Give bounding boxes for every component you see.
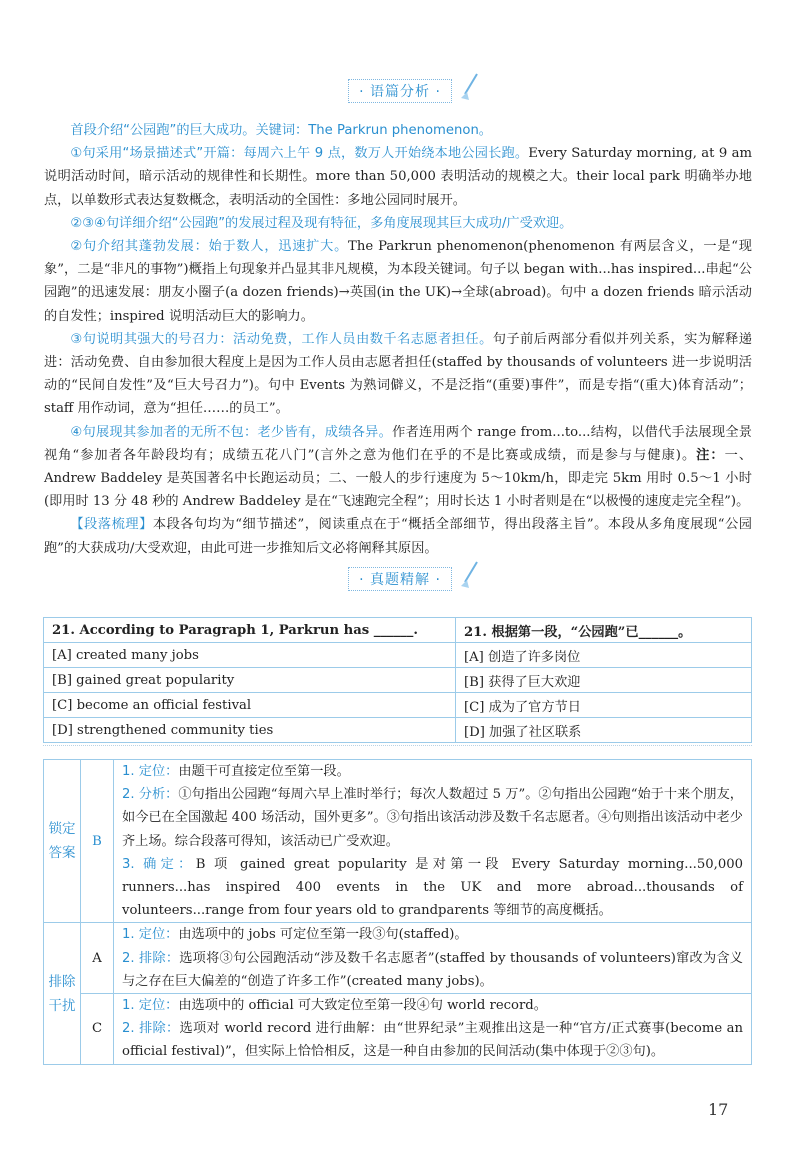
sentence-2-highlight: ②句介绍其蓬勃发展：始于数人，迅速扩大。 [70, 239, 349, 255]
option-row [44, 668, 752, 693]
option-c-en: [C] become an official festival [44, 693, 456, 718]
option-row [44, 643, 752, 668]
sentence-4-highlight: ④句展现其参加者的无所不包：老少皆有，成绩各异。 [70, 424, 393, 440]
sentence-3-text: 句子前后两部分看似并列关系，实为解释递进：活动免费、自由参加很大程度上是因为工作人员由志愿者担任(staffed by thousands of volunteers 进一步说明活动的“民间自发性”及“巨大号召力”)。句中 Events 为熟词僻义，不是泛指“(重要)事件”，而是专指“(重大)体育活动”；staff 用作动词，意为“担任……的员工”。 [44, 331, 752, 417]
step-text: 由选项中的 jobs 可定位至第一段③句(staffed)。 [178, 927, 468, 943]
option-d-en: [D] strengthened community ties [44, 718, 456, 743]
note-text: 一、Andrew Baddeley 是英国著名中长跑运动员；二、一般人的步行速度为 5～10km/h，即走完 5km 用时 0.5～1 小时(即用时 13 分 48 秒的 Andrew Baddeley 是在“飞速跑完全程”；用时长达 1 小时者则是在“以极慢的速度走完全程”)。 [44, 447, 753, 510]
answer-analysis-table [43, 759, 752, 1065]
section-title: · 语篇分析 · [359, 84, 441, 100]
option-a-zh: [A] 创造了许多岗位 [456, 643, 752, 668]
step-label: 1. 定位： [122, 927, 179, 943]
option-row [44, 693, 752, 718]
sentence-234-line: ②③④句详细介绍“公园跑”的发展过程及现有特征，多角度展现其巨大成功/广受欢迎。 [70, 215, 573, 231]
sentence-2-text: The Parkrun phenomenon(phenomenon 有两层含义，一是“现象”，二是“非凡的事物”)概指上句现象并凸显其非凡规模，为本段关键词。句子以 began with...has inspired...串起“公园跑”的迅速发展：朋友小圈子(a dozen friends)→英国(in the UK)→全球(abroad)。句中 a dozen friends 暗示活动的自发性；inspired 说明活动巨大的影响力。 [44, 239, 752, 324]
option-b-zh: [B] 获得了巨大欢迎 [456, 668, 752, 693]
distractor-option-c: C [81, 994, 114, 1065]
step-text: 选项将③句公园跑活动“涉及数千名志愿者”(staffed by thousands of volunteers)窜改为含义与之存在巨大偏差的“创造了许多工作”(created many jobs)。 [122, 950, 743, 989]
note-label: 注： [696, 447, 725, 463]
lock-answer-label: 锁定答案 [44, 760, 81, 923]
section-header-analysis [0, 79, 800, 103]
sentence-2-analysis [44, 235, 752, 328]
dotted-divider [43, 745, 752, 746]
exclude-c-explanation [114, 994, 752, 1065]
page-number: 17 [708, 1100, 729, 1119]
pen-icon [459, 72, 481, 102]
step-label: 1. 定位： [122, 764, 179, 779]
pen-icon [459, 560, 481, 590]
option-d-zh: [D] 加强了社区联系 [456, 718, 752, 743]
section-title: · 真题精解 · [359, 572, 441, 588]
passage-analysis [44, 119, 752, 560]
exclude-a-explanation [114, 923, 752, 994]
step-label: 2. 排除： [122, 950, 180, 966]
sentence-3-highlight: ③句说明其强大的号召力：活动免费，工作人员由数千名志愿者担任。 [70, 331, 493, 347]
distractor-option-a: A [81, 923, 114, 994]
paragraph-summary [44, 513, 752, 559]
exclude-label: 排除干扰 [44, 923, 81, 1064]
step-text: 由选项中的 official 可大致定位至第一段④句 world record。 [178, 998, 547, 1014]
step-label: 2. 分析： [122, 787, 179, 803]
lock-answer-explanation [114, 760, 752, 923]
exclude-c-row [44, 994, 752, 1065]
step-label: 1. 定位： [122, 998, 179, 1014]
question-stem-row [44, 618, 752, 643]
section-header-exam [0, 567, 800, 591]
step-label: 2. 排除： [122, 1021, 180, 1037]
option-b-en: [B] gained great popularity [44, 668, 456, 693]
section-title-box [348, 79, 452, 103]
step-text: 选项对 world record 进行曲解：由“世界纪录”主观推出这是一种“官方/正式赛事(become an official festival)”，但实际上恰恰相反，这是一种自由参加的民间活动(集中体现于②③句)。 [122, 1021, 743, 1060]
sentence-1-text: Every Saturday morning, at 9 am 说明活动时间，暗示活动的规律性和长期性。more than 50,000 表明活动的规模之大。their local park 明确举办地点，以单数形式表达复数概念，表明活动的全国性：多地公园同时展开。 [44, 146, 752, 208]
correct-option: B [81, 760, 114, 923]
step-label: 3. 确定： [122, 856, 196, 872]
sentence-1-highlight: ①句采用“场景描述式”开篇：每周六上午 9 点，数万人开始绕本地公园长跑。 [70, 146, 529, 162]
option-a-en: [A] created many jobs [44, 643, 456, 668]
step-text: 由题干可直接定位至第一段。 [178, 764, 350, 779]
sentence-4-text: 作者连用两个 range from...to...结构，以借代手法展现全景视角“参加者各年龄段均有；成绩五花八门”(言外之意为他们在乎的不是比赛或成绩，而是参与与健康)。 [44, 424, 752, 463]
section-title-box [348, 567, 452, 591]
summary-text: 本段各句均为“细节描述”，阅读重点在于“概括全部细节，得出段落主旨”。本段从多角度展现“公园跑”的大获成功/大受欢迎，由此可进一步推知后文必将阐释其原因。 [44, 517, 752, 556]
lock-answer-row [44, 760, 752, 923]
sentence-3-analysis [44, 328, 752, 421]
option-row [44, 718, 752, 743]
sentence-1-analysis [44, 142, 752, 212]
sentence-4-analysis [44, 421, 752, 514]
step-text: ①句指出公园跑“每周六早上准时举行；每次人数超过 5 万”。②句指出公园跑“始于十来个朋友，如今已在全国激起 400 场活动，国外更多”。③句指出该活动涉及数千名志愿者。④句则指出该活动中老少齐上场。综合段落可得知，该活动已广受欢迎。 [122, 787, 743, 849]
question-table [43, 617, 752, 743]
exclude-a-row [44, 923, 752, 994]
question-stem-en: 21. According to Paragraph 1, Parkrun has ______. [44, 618, 456, 643]
summary-label: 【段落梳理】 [70, 517, 153, 533]
intro-line: 首段介绍“公园跑”的巨大成功。关键词：The Parkrun phenomenon。 [70, 123, 492, 138]
option-c-zh: [C] 成为了官方节日 [456, 693, 752, 718]
question-stem-zh: 21. 根据第一段，“公园跑”已______。 [456, 618, 752, 643]
step-text: B 项 gained great popularity 是对第一段 Every Saturday morning...50,000 runners...has inspired 400 events in the UK and more abroad...thousands of volunteers...range from four years old to grandparents 等细节的高度概括。 [122, 856, 743, 919]
